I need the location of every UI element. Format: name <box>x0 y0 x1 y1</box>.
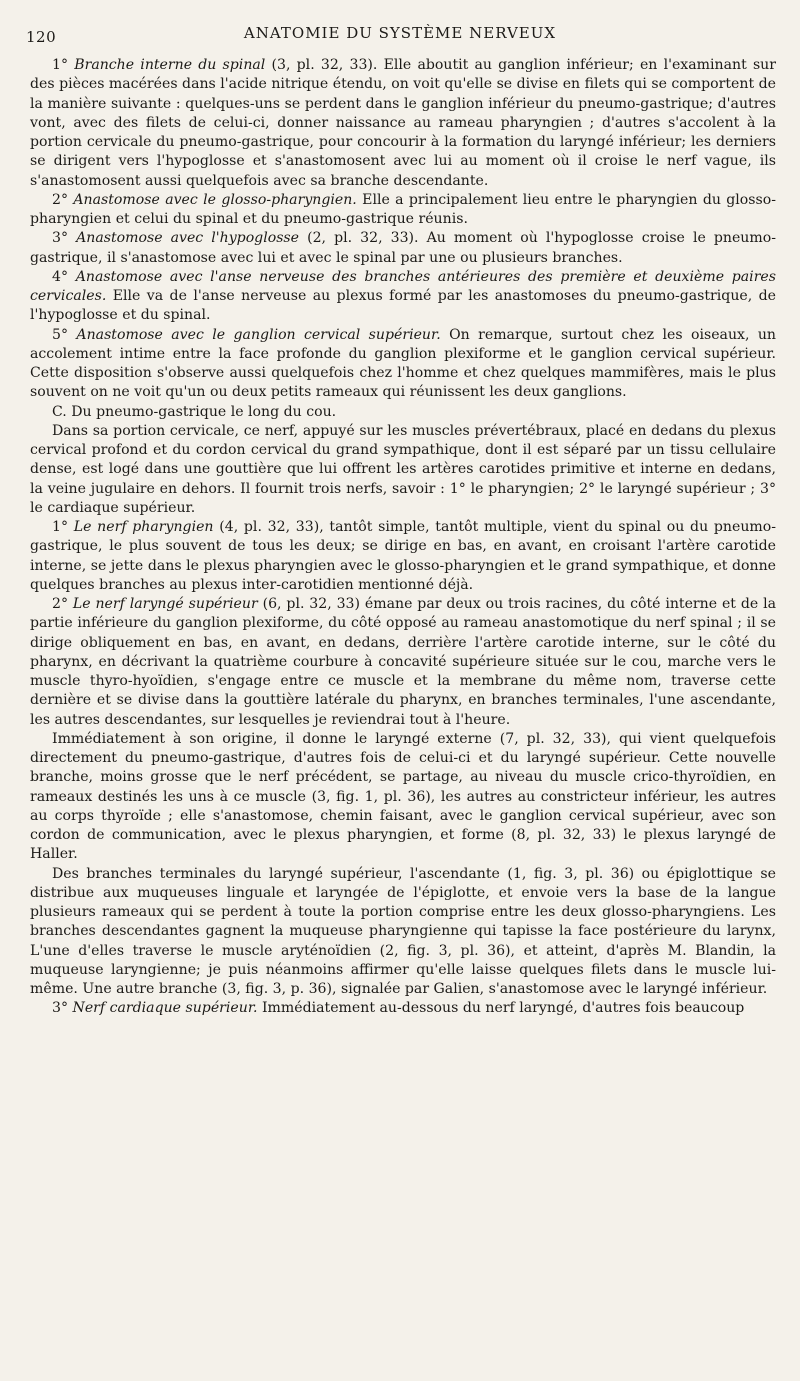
section-heading: Branche interne du spinal <box>74 57 266 73</box>
section-heading: Le nerf laryngé supérieur <box>72 596 258 612</box>
paragraph-portion-cervicale: Dans sa portion cervicale, ce nerf, appuyé sur les muscles prévertébraux, placé en dedans du plexus cervical profond et du cordon cervical du grand sympathique, dont il est séparé par un tissu cellulaire dense, est logé dans une gouttière que lui offrent les artères carotides primitive et interne en dedans, la veine jugulaire en dehors. Il fournit trois nerfs, savoir : 1° le pharyngien; 2° le laryngé supérieur ; 3° le cardiaque supérieur. <box>30 422 776 516</box>
paragraph-laryngé-externe: Immédiatement à son origine, il donne le laryngé externe (7, pl. 32, 33), qui vient quelquefois directement du pneumo-gastrique, d'autres fois de celui-ci et du laryngé supérieur. Cette nouvelle branche, moins grosse que le nerf précédent, se partage, au niveau du muscle crico-thyroïdien, en rameaux destinés les uns à ce muscle (3, fig. 1, pl. 36), les autres au constricteur inférieur, les autres au corps thyroïde ; elle s'anastomose, chemin faisant, avec le ganglion cervical supérieur, avec son cordon de communication, avec le plexus pharyngien, et forme (8, pl. 32, 33) le plexus laryngé de Haller. <box>30 730 776 863</box>
paragraph-nerf-pharyngien: 1° Le nerf pharyngien (4, pl. 32, 33), tantôt simple, tantôt multiple, vient du spinal ou du pneumo-gastrique, le plus souvent de tous les deux; se dirige en bas, en avant, en croisant l'artère carotide interne, se jette dans le plexus pharyngien avec le glosso-pharyngien et le grand sympathique, et donne quelques branches au plexus inter-carotidien mentionné déjà. <box>30 519 777 593</box>
section-heading: Le nerf pharyngien <box>73 519 214 535</box>
running-title: ANATOMIE DU SYSTÈME NERVEUX <box>243 24 557 42</box>
section-heading: Anastomose avec l'hypoglosse <box>76 230 300 247</box>
paragraph-cardiaque-supérieur: 3° Nerf cardiaque supérieur. Immédiatement au-dessous du nerf laryngé, d'autres fois beaucoup <box>52 1000 745 1017</box>
paragraph-laryngé-supérieur: 2° Le nerf laryngé supérieur (6, pl. 32, 33) émane par deux ou trois racines, du côté interne et de la partie inférieure du ganglion plexiforme, du côté opposé au rameau anastomotique du nerf spinal ; il se dirige obliquement en bas, en avant, en dedans, derrière l'artère carotide interne, sur le côté du pharynx, en décrivant la quatrième courbure à concavité supérieure située sur le cou, marche vers le muscle thyro-hyoïdien, s'engage entre ce muscle et la membrane du même nom, traverse cette dernière et se divise dans la gouttière latérale du pharynx, en branches terminales, l'une ascendante, les autres descendantes, sur lesquelles je reviendrai tout à l'heure. <box>30 596 776 728</box>
paragraph-branches-terminales: Des branches terminales du laryngé supérieur, l'ascendante (1, fig. 3, pl. 36) ou épiglottique se distribue aux muqueuses linguale et laryngée de l'épiglotte, et envoie vers la base de la langue plusieurs rameaux qui se perdent à toute la portion comprise entre les deux glosso-pharyngiens. Les branches descendantes gagnent la muqueuse pharyngienne qui tapisse la face postérieure du larynx, L'une d'elles traverse le muscle aryténoïdien (2, fig. 3, pl. 36), et atteint, d'après M. Blandin, la muqueuse laryngienne; je puis néanmoins affirmer qu'elle laisse quelques filets dans le muscle lui-même. Une autre branche (3, fig. 3, p. 36), signalée par Galien, s'anastomose avec le laryngé inférieur. <box>30 865 776 997</box>
paragraph-hypoglosse: 3° Anastomose avec l'hypoglosse (2, pl. 32, 33). Au moment où l'hypoglosse croise le pneumo-gastrique, il s'anastomose avec lui et avec le spinal par une ou plusieurs branches. <box>30 230 776 266</box>
section-heading: Anastomose avec l'anse nerveuse des branches antérieures des première et deuxième paires cervicales. <box>30 268 777 304</box>
page-header <box>26 24 774 48</box>
paragraph-ganglion-cervical: 5° Anastomose avec le ganglion cervical supérieur. On remarque, surtout chez les oiseaux, un accolement intime entre la face profonde du ganglion plexiforme et le ganglion cervical supérieur. Cette disposition s'observe aussi quelquefois chez l'homme et chez quelques mammifères, mais le plus souvent on ne voit qu'un ou deux petits rameaux qui réunissent les deux ganglions. <box>30 326 777 401</box>
paragraph-branche-interne: 1° Branche interne du spinal (3, pl. 32, 33). Elle aboutit au ganglion inférieur; en l'examinant sur des pièces macérées dans l'acide nitrique étendu, on voit qu'elle se divise en filets qui se comportent de la manière suivante : quelques-uns se perdent dans le ganglion inférieur du pneumo-gastrique; d'autres vont, avec des filets de celui-ci, donner naissance au rameau pharyngien ; d'autres s'accolent à la portion cervicale du pneumo-gastrique, pour concourir à la formation du laryngé inférieur; les derniers se dirigent vers l'hypoglosse et s'anastomosent avec lui au moment où il croise le nerf vague, ils s'anastomosent aussi quelquefois avec sa branche descendante. <box>30 57 776 189</box>
section-heading: Nerf cardiaque supérieur. <box>72 1000 258 1017</box>
section-heading: Anastomose avec le glosso-pharyngien. <box>73 191 357 208</box>
page-number: 120 <box>26 28 57 46</box>
paragraph-glosso-pharyngien: 2° Anastomose avec le glosso-pharyngien. Elle a principalement lieu entre le pharyngien du glosso-pharyngien et celui du spinal et du pneumo-gastrique réunis. <box>30 191 777 227</box>
paragraph-anse-nerveuse: 4° Anastomose avec l'anse nerveuse des branches antérieures des première et deuxième paires cervicales. Elle va de l'anse nerveuse au plexus formé par les anastomoses du pneumo-gastrique, de l'hypoglosse et du spinal. <box>30 268 777 324</box>
body-text <box>30 56 776 1019</box>
section-c-title: C. Du pneumo-gastrique le long du cou. <box>52 403 337 420</box>
section-heading: Anastomose avec le ganglion cervical supérieur. <box>76 326 441 343</box>
